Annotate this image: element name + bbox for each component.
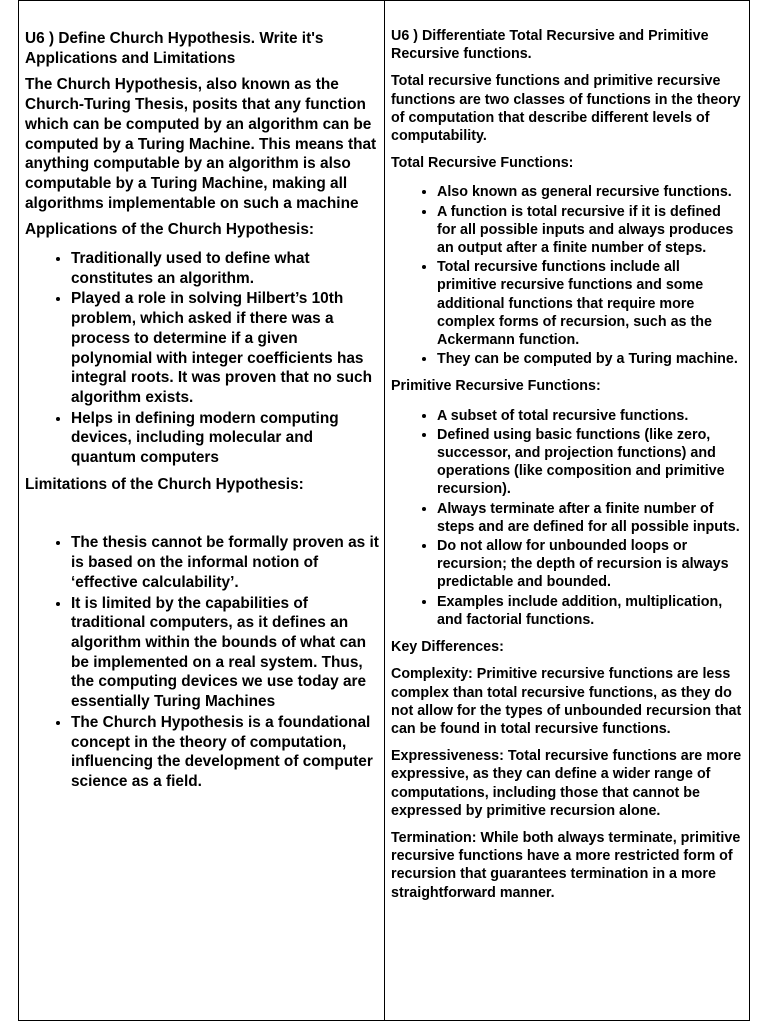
list-item: • The thesis cannot be formally proven as it is based on the informal notion of ‘effective calculability’. (71, 533, 380, 592)
total-recursive-heading: Total Recursive Functions: (391, 155, 574, 172)
list-item: • Defined using basic functions (like zero, successor, and projection functions) and operations (like composition and primitive recursion). (437, 426, 743, 499)
list-item: • The Church Hypothesis is a foundational concept in the theory of computation, influencing the development of computer science as a field. (71, 713, 380, 792)
applications-heading: Applications of the Church Hypothesis: (25, 221, 315, 239)
list-item: • A subset of total recursive functions. (437, 407, 743, 425)
total-recursive-list (391, 183, 743, 368)
complexity-paragraph: Complexity: Primitive recursive functions are less complex than total recursive functions, as they do not allow for the types of unbounded recursion that can be found in total recursive functions. (391, 666, 742, 737)
primitive-recursive-list (391, 407, 743, 629)
list-item: • A function is total recursive if it is defined for all possible inputs and always produces an output after a finite number of steps. (437, 203, 743, 258)
applications-list (25, 249, 380, 468)
list-item: • Always terminate after a finite number of steps and are defined for all possible inputs. (437, 500, 743, 536)
list-item: • Played a role in solving Hilbert’s 10th problem, which asked if there was a process to determine if a given polynomial with integer coefficients has integral roots. It was proven that no such algorithm exists. (71, 289, 380, 407)
question-title-church-hypothesis: U6 ) Define Church Hypothesis. Write it's Applications and Limitations (25, 30, 324, 67)
list-item: • They can be computed by a Turing machine. (437, 350, 743, 368)
termination-paragraph: Termination: While both always terminate, primitive recursive functions have a more restricted form of recursion that guarantees termination in a more straightforward manner. (391, 829, 741, 901)
church-hypothesis-definition: The Church Hypothesis, also known as the Church-Turing Thesis, posits that any function which can be computed by an algorithm can be computed by a Turing Machine. This means that anything computable by an algorithm is also computable by a Turing Machine, making all algorithms implementable on such a machine (25, 76, 377, 212)
list-item: • It is limited by the capabilities of traditional computers, as it defines an algorithm within the bounds of what can be implemented on a real system. Thus, the computing devices we use today are essentially Turing Machines (71, 594, 380, 712)
list-item: • Traditionally used to define what constitutes an algorithm. (71, 249, 380, 288)
left-column (19, 1, 385, 1020)
list-item: • Total recursive functions include all primitive recursive functions and some additional functions that require more complex forms of recursion, such as the Ackermann function. (437, 258, 743, 349)
list-item: • Helps in defining modern computing devices, including molecular and quantum computers (71, 409, 380, 468)
list-item: • Examples include addition, multiplication, and factorial functions. (437, 593, 743, 629)
recursive-functions-intro: Total recursive functions and primitive recursive functions are two classes of functions in the theory of computation that describe different levels of computability. (391, 73, 741, 145)
question-title-recursive-functions: U6 ) Differentiate Total Recursive and Primitive Recursive functions. (391, 28, 709, 63)
expressiveness-paragraph: Expressiveness: Total recursive functions are more expressive, as they can define a wider range of computations, including those that cannot be expressed by primitive recursion alone. (391, 748, 742, 819)
limitations-heading: Limitations of the Church Hypothesis: (25, 475, 304, 493)
list-item: • Do not allow for unbounded loops or recursion; the depth of recursion is always predictable and bounded. (437, 537, 743, 592)
document-page (18, 0, 750, 1021)
limitations-list (25, 533, 380, 791)
right-column (385, 1, 749, 1020)
primitive-recursive-heading: Primitive Recursive Functions: (391, 378, 601, 395)
list-item: • Also known as general recursive functions. (437, 183, 743, 201)
key-differences-heading: Key Differences: (391, 639, 504, 656)
